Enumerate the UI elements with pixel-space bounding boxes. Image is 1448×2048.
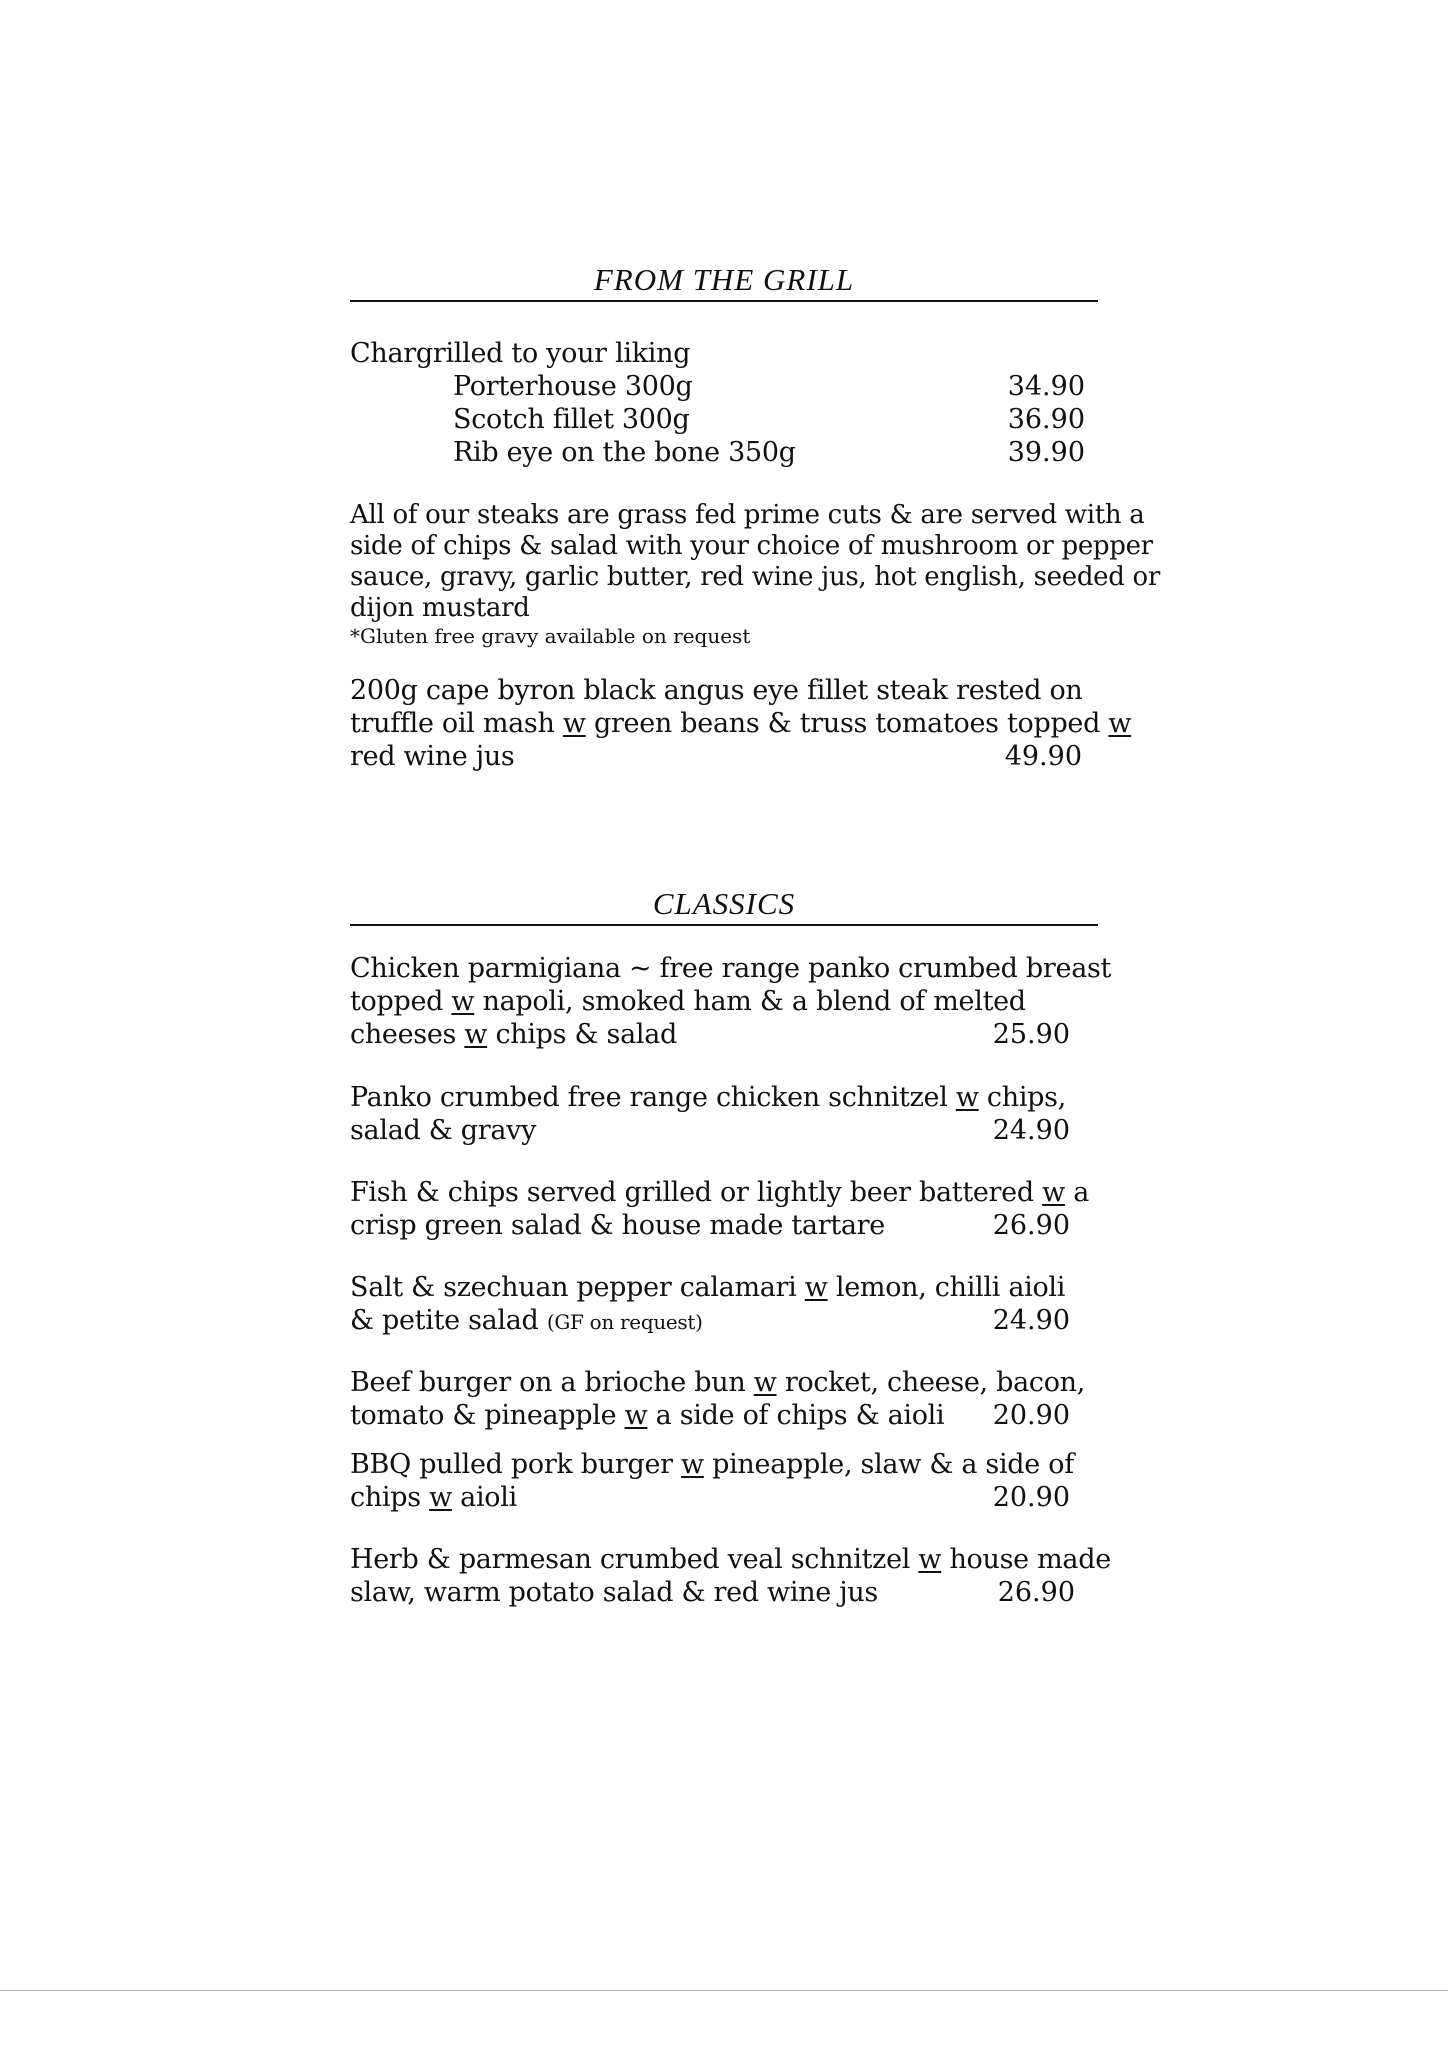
menu-item-line: crisp green salad & house made tartare (350, 1210, 885, 1241)
grill-cut-price: 39.90 (1007, 437, 1085, 468)
menu-item-line: Panko crumbed free range chicken schnitzel w chips, (350, 1082, 1066, 1113)
steak-note-line: All of our steaks are grass fed prime cuts & are served with a (350, 500, 1145, 530)
menu-item-line: BBQ pulled pork burger w pineapple, slaw & a side of (350, 1449, 1074, 1480)
special-line: red wine jus (350, 741, 515, 772)
gf-on-request-note: (GF on request) (546, 1310, 703, 1334)
grill-cut-name: Scotch fillet 300g (453, 404, 690, 435)
section-heading-classics: CLASSICS (350, 886, 1098, 926)
menu-item-line: salad & gravy (350, 1115, 537, 1146)
grill-cut-price: 36.90 (1007, 404, 1085, 435)
section-heading-grill: FROM THE GRILL (350, 262, 1098, 302)
steak-note-line: sauce, gravy, garlic butter, red wine jus, hot english, seeded or (350, 562, 1161, 592)
menu-item-line: cheeses w chips & salad (350, 1019, 677, 1050)
menu-item-price: 24.90 (992, 1115, 1070, 1146)
steak-note-line: dijon mustard (350, 593, 530, 623)
steak-note-line: side of chips & salad with your choice of mushroom or pepper (350, 531, 1153, 561)
menu-item-line: Chicken parmigiana ~ free range panko crumbed breast (350, 953, 1112, 984)
menu-item-line: tomato & pineapple w a side of chips & aioli (350, 1400, 945, 1431)
special-line: 200g cape byron black angus eye fillet steak rested on (350, 675, 1083, 706)
special-line: truffle oil mash w green beans & truss tomatoes topped w (350, 708, 1132, 739)
grill-cut-price: 34.90 (1007, 371, 1085, 402)
special-price: 49.90 (1004, 741, 1082, 772)
menu-item-price: 20.90 (992, 1482, 1070, 1513)
menu-item-price: 24.90 (992, 1305, 1070, 1336)
menu-item-line: Beef burger on a brioche bun w rocket, cheese, bacon, (350, 1367, 1086, 1398)
menu-item-line: & petite salad (GF on request) (350, 1305, 703, 1336)
page-bottom-divider (0, 1990, 1448, 1991)
menu-item-line: Herb & parmesan crumbed veal schnitzel w house made (350, 1544, 1111, 1575)
menu-item-price: 20.90 (992, 1400, 1070, 1431)
menu-item-price: 26.90 (997, 1577, 1075, 1608)
grill-cut-name: Porterhouse 300g (453, 371, 693, 402)
menu-item-price: 26.90 (992, 1210, 1070, 1241)
menu-item-line: topped w napoli, smoked ham & a blend of melted (350, 986, 1026, 1017)
grill-cut-name: Rib eye on the bone 350g (453, 437, 796, 468)
menu-item-line: Salt & szechuan pepper calamari w lemon, chilli aioli (350, 1272, 1066, 1303)
grill-intro: Chargrilled to your liking (350, 338, 691, 369)
menu-item-price: 25.90 (992, 1019, 1070, 1050)
menu-item-line: chips w aioli (350, 1482, 517, 1513)
menu-item-line: Fish & chips served grilled or lightly beer battered w a (350, 1177, 1090, 1208)
gluten-free-note: *Gluten free gravy available on request (350, 624, 751, 648)
menu-item-line: slaw, warm potato salad & red wine jus (350, 1577, 878, 1608)
